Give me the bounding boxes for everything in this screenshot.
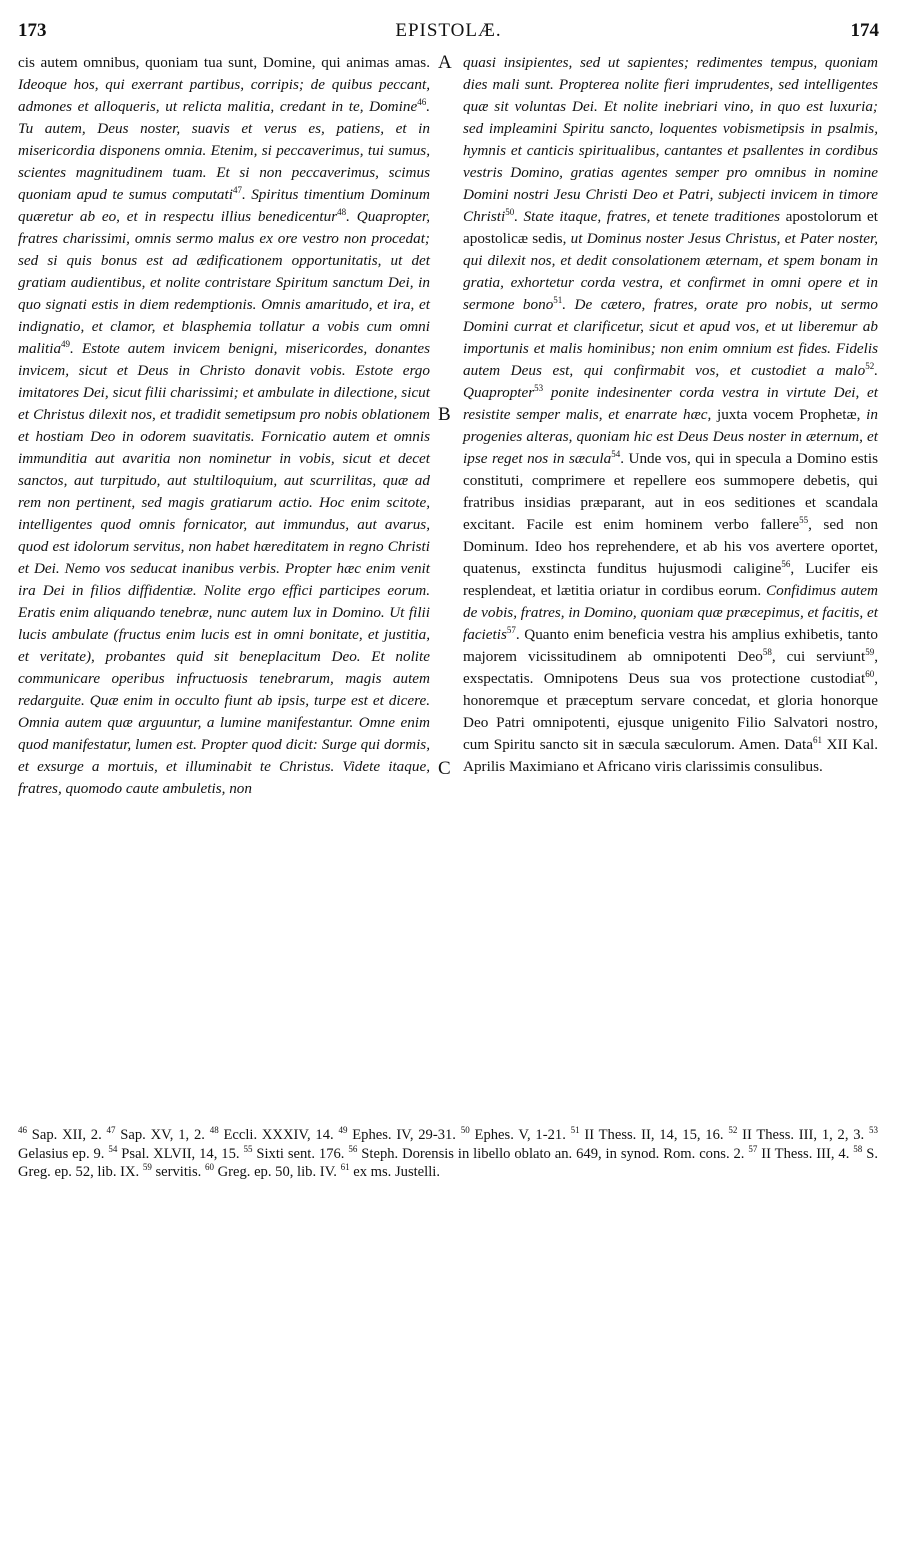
roman-text-run: , sed non Dominum. Ideo hos reprehendere, et ab his vos avertere oportet, quatenus, exstincta funditus hujusmodi caligine xyxy=(463,516,878,577)
footnote-text: Eccli. XXXIV, 14. xyxy=(218,1127,339,1143)
footnote-item xyxy=(571,1127,729,1143)
footnote-text: S. Greg. ep. 52, lib. IX. xyxy=(18,1145,878,1180)
italic-text-run: . State itaque, fratres, et tenete traditiones xyxy=(514,208,786,225)
footnotes xyxy=(18,1126,878,1182)
footnote-reference: 47 xyxy=(232,184,242,195)
footnote-text: Ephes. IV, 29-31. xyxy=(347,1127,461,1143)
footnote-text: Sap. XII, 2. xyxy=(27,1127,107,1143)
footnote-item xyxy=(341,1164,440,1180)
footnote-item xyxy=(205,1164,341,1180)
footnote-reference: 50 xyxy=(505,206,515,217)
footnote-text: II Thess. III, 4. xyxy=(757,1145,854,1162)
footnote-reference: 58 xyxy=(762,646,772,657)
italic-text-run: . Spiritus timentium Dominum quæretur ab eo, et in respectu illius benedicentur xyxy=(18,186,430,225)
footnote-number: 57 xyxy=(748,1143,758,1154)
italic-text-run: . Quapropter xyxy=(463,362,878,401)
footnote-reference: 46 xyxy=(417,96,427,107)
footnote-text: II Thess. II, 14, 15, 16. xyxy=(579,1127,729,1143)
footnote-number: 51 xyxy=(570,1125,580,1136)
footnote-text: Greg. ep. 50, lib. IV. xyxy=(213,1164,341,1180)
footnote-item xyxy=(107,1127,210,1143)
footnote-number: 56 xyxy=(348,1143,358,1154)
italic-text-run: in progenies alteras, quoniam hic est Deus Deus noster in æternum, et ipse reget nos in sæcula xyxy=(463,406,878,467)
page-header xyxy=(18,20,879,46)
page-number-left: 173 xyxy=(18,20,47,41)
footnote-number: 47 xyxy=(106,1125,116,1136)
margin-marker-b: B xyxy=(438,404,451,425)
footnote-item xyxy=(210,1127,339,1143)
left-column xyxy=(18,52,430,800)
italic-text-run: ponite indesinenter corda vestra in virtute Dei, et resistite semper malis, et enarrate hæc, xyxy=(463,384,878,423)
footnote-text: Steph. Dorensis in libello oblato an. 649, in synod. Rom. cons. 2. xyxy=(357,1145,749,1162)
footnote-text: Ephes. V, 1-21. xyxy=(469,1127,571,1143)
left-column-text xyxy=(18,52,430,800)
italic-text-run: ut Dominus noster Jesus Christus, et Pater noster, qui dilexit nos, et dedit consolationem æternam, et spem bonam in gratia, exhortetur corda vestra, et confirmet in omni opere et in sermone bono xyxy=(463,230,878,313)
footnote-reference: 57 xyxy=(506,624,516,635)
roman-text-run: . Quanto enim beneficia vestra his amplius exhibetis, tanto majorem vicissitudinem ab omnipotenti Deo xyxy=(463,626,878,665)
footnote-number: 59 xyxy=(142,1162,152,1173)
footnote-text: Sixti sent. 176. xyxy=(252,1145,349,1162)
footnote-number: 48 xyxy=(209,1125,219,1136)
roman-text-run: , Lucifer eis resplendeat, et lætitia oriatur in cordibus eorum. xyxy=(463,560,878,599)
roman-text-run: , exspectatis. Omnipotens Deus sua vos protectione custodiat xyxy=(463,648,879,687)
roman-text-run: apostolorum et apostolicæ sedis, xyxy=(463,208,878,247)
roman-text-run: cis autem omnibus, quoniam tua sunt, Domine, qui animas amas. xyxy=(18,54,430,71)
footnote-number: 61 xyxy=(340,1162,350,1173)
italic-text-run: Confidimus autem de vobis, fratres, in Domino, quoniam quæ præcepimus, et facitis, et facietis xyxy=(463,582,878,643)
footnote-text: servitis. xyxy=(151,1164,205,1180)
running-title: EPISTOLÆ. xyxy=(395,20,502,41)
footnote-number: 52 xyxy=(728,1125,738,1136)
italic-text-run: . Quapropter, fratres charissimi, omnis sermo malus ex ore vestro non procedat; sed si quis bonus est ad ædificationem opportunitatis, ut det gratiam audientibus, et nolite contristare Spiritum sanctum Dei, in quo signati estis in diem redemptionis. Omnis amaritudo, et ira, et indignatio, et clamor, et blasphemia tollatur a vobis cum omni malitia xyxy=(18,208,430,357)
footnote-reference: 60 xyxy=(865,668,875,679)
footnote-item xyxy=(108,1143,244,1162)
footnote-reference: 52 xyxy=(865,360,875,371)
footnote-item xyxy=(461,1127,571,1143)
footnote-number: 49 xyxy=(338,1125,348,1136)
footnote-number: 46 xyxy=(18,1125,27,1136)
footnote-item xyxy=(18,1127,107,1143)
footnote-item xyxy=(748,1143,854,1162)
footnote-item xyxy=(338,1127,460,1143)
right-column xyxy=(463,52,878,778)
footnote-reference: 48 xyxy=(337,206,347,217)
margin-marker-c: C xyxy=(438,758,451,779)
footnote-text: Psal. XLVII, 14, 15. xyxy=(117,1145,244,1162)
right-column-text xyxy=(463,52,878,778)
footnote-reference: 55 xyxy=(799,514,809,525)
footnote-item xyxy=(243,1143,349,1162)
footnote-number: 60 xyxy=(204,1162,214,1173)
footnote-number: 53 xyxy=(869,1125,878,1136)
footnote-text: ex ms. Justelli. xyxy=(349,1164,440,1180)
footnote-text: II Thess. III, 1, 2, 3. xyxy=(737,1127,869,1143)
footnote-number: 54 xyxy=(108,1143,118,1154)
footnote-number: 58 xyxy=(853,1143,863,1154)
italic-text-run: . Estote autem invicem benigni, misericordes, donantes invicem, sicut et Deus in Christo donavit vobis. Estote ergo imitatores Dei, sicut filii charissimi; et ambulate in dilectione, sicut et Christus dilexit nos, et tradidit semetipsum pro nobis oblationem et hostiam Deo in odorem suavitatis. Fornicatio autem et omnis immunditia aut avaritia non nominetur in vobis, sicut et decet sanctos, aut turpitudo, aut stultiloquium, aut scurrilitas, quæ ad rem non pertinent, sed magis gratiarum actio. Hoc enim scitote, intelligentes quod omnis fornicator, aut immundus, aut avarus, quod est idolorum servitus, non habet hæreditatem in regno Christi et Dei. Nemo vos seducat inanibus verbis. Propter hæc enim venit ira Dei in filios diffidentiæ. Nolite ergo effici participes eorum. Eratis enim aliquando tenebræ, nunc autem lux in Domino. Ut filii lucis ambulate (fructus enim lucis est in omni bonitate, et justitia, et veritate), probantes quid sit beneplacitum Deo. Et nolite communicare operibus infructuosis tenebrarum, magis autem redarguite. Quæ enim in occulto fiunt ab ipsis, turpe est et dicere. Omnia autem quæ arguuntur, a lumine manifestantur. Omne enim quod manifestatur, lumen est. Propter quod dicit: Surge qui dormis, et exsurge a mortuis, et illuminabit te Christus. Videte itaque, fratres, quomodo caute ambuletis, non xyxy=(18,340,430,797)
margin-marker-a: A xyxy=(438,52,452,73)
footnote-text: Gelasius ep. 9. xyxy=(18,1145,109,1162)
footnote-number: 50 xyxy=(460,1125,470,1136)
footnote-reference: 54 xyxy=(611,448,621,459)
italic-text-run: . De cætero, fratres, orate pro nobis, ut sermo Domini currat et clarificetur, sicut et apud vos, et ut liberemur ab importunis et malis hominibus; non enim omnium est fides. Fidelis autem Deus est, qui confirmabit vos, et custodiet a malo xyxy=(463,296,878,379)
italic-text-run: Ideoque hos, qui exerrant partibus, corripis; de quibus peccant, admones et alloqueris, ut relicta malitia, credant in te, Domine xyxy=(18,76,430,115)
roman-text-run: . Unde vos, qui in specula a Domino estis constituti, comprimere et repellere eos summopere debetis, qui fratribus insidias præparant, aut in eos seditiones et scandala excitant. Facile est enim hominem verbo fallere xyxy=(463,450,878,533)
footnote-text: Sap. XV, 1, 2. xyxy=(115,1127,210,1143)
footnote-item xyxy=(728,1127,869,1143)
page-number-right: 174 xyxy=(850,20,879,41)
footnote-number: 55 xyxy=(243,1143,253,1154)
roman-text-run: , cui serviunt xyxy=(771,648,866,665)
footnote-reference: 51 xyxy=(553,294,563,305)
roman-text-run: juxta vocem Prophetæ, xyxy=(716,406,867,423)
footnote-reference: 56 xyxy=(781,558,791,569)
footnote-reference: 49 xyxy=(61,338,71,349)
footnote-item xyxy=(143,1164,205,1180)
roman-text-run: , honoremque et præceptum servare concedat, et gloria honorque Deo Patri omnipotenti, ejusque unigenito Filio Salvatori nostro, cum Spiritu sancto sit in sæcula sæculorum. Amen. Data xyxy=(463,670,878,753)
footnote-reference: 61 xyxy=(812,734,822,745)
footnote-reference: 59 xyxy=(865,646,875,657)
italic-text-run: . Tu autem, Deus noster, suavis et verus es, patiens, et in misericordia disponens omnia. Etenim, si peccaverimus, tui sumus, scientes magnitudinem tuam. Et si non peccaverimus, scimus quoniam apud te sumus computati xyxy=(18,98,430,203)
footnote-item xyxy=(348,1143,749,1162)
italic-text-run: quasi insipientes, sed ut sapientes; redimentes tempus, quoniam dies mali sunt. Propterea nolite fieri imprudentes, sed intelligentes quæ sit voluntas Dei. Et nolite inebriari vino, in quo est luxuria; sed impleamini Spiritu sancto, loquentes vobismetipsis in psalmis, hymnis et canticis spiritualibus, cantantes et psallentes in cordibus vestris Domino, gratias agentes semper pro omnibus in nomine Domini nostri Jesu Christi Deo et Patri, subjecti invicem in timore Christi xyxy=(463,54,878,225)
footnote-reference: 53 xyxy=(534,382,544,393)
roman-text-run: XII Kal. Aprilis Maximiano et Africano viris clarissimis consulibus. xyxy=(463,736,878,775)
